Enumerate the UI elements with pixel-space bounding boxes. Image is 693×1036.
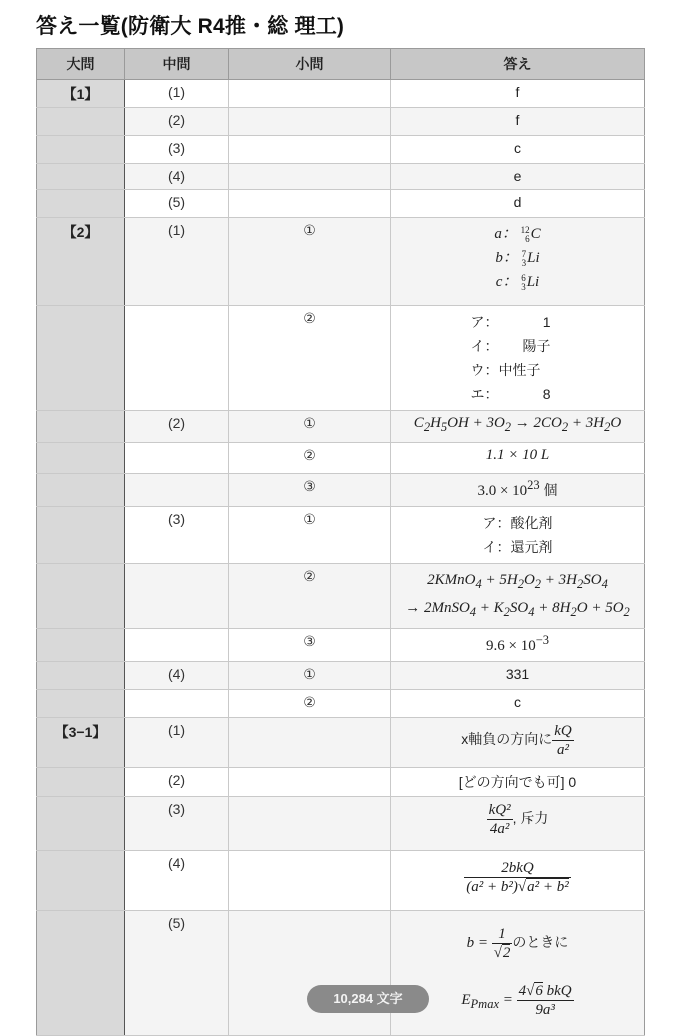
answer-cell: [どの方向でも可] 0 bbox=[391, 768, 645, 797]
answer-cell: 331 bbox=[391, 662, 645, 690]
part-label: (2) bbox=[125, 411, 229, 443]
part-label: (1) bbox=[125, 218, 229, 306]
question-cell bbox=[37, 507, 125, 564]
question-cell bbox=[37, 443, 125, 474]
header-daimon: 大問 bbox=[37, 49, 125, 80]
subpart-label: ② bbox=[229, 443, 391, 474]
part-label: (2) bbox=[125, 768, 229, 797]
answer-cell: c bbox=[391, 136, 645, 164]
table-row bbox=[37, 629, 645, 662]
question-label: 【1】 bbox=[37, 80, 125, 108]
subpart-cell bbox=[229, 80, 391, 108]
question-cell bbox=[37, 136, 125, 164]
subpart-label: ① bbox=[229, 218, 391, 306]
question-cell bbox=[37, 629, 125, 662]
subpart-cell bbox=[229, 108, 391, 136]
question-cell bbox=[37, 564, 125, 629]
part-label: (4) bbox=[125, 851, 229, 911]
part-label: (5) bbox=[125, 190, 229, 218]
subpart-cell bbox=[229, 164, 391, 190]
part-cell bbox=[125, 690, 229, 718]
question-label: 【2】 bbox=[37, 218, 125, 306]
subpart-cell bbox=[229, 768, 391, 797]
table-row bbox=[37, 768, 645, 797]
answer-cell: 2KMnO$_4$ + $5H_2O_2 + 3H_2SO_4$ → 2MnSO$_4$ + $K_2SO_4 + 8H_2O + 5O_2$ bbox=[391, 564, 645, 629]
subpart-cell bbox=[229, 797, 391, 851]
table-row bbox=[37, 218, 645, 306]
part-cell bbox=[125, 564, 229, 629]
subpart-label: ② bbox=[229, 690, 391, 718]
question-cell bbox=[37, 690, 125, 718]
answer-cell: d bbox=[391, 190, 645, 218]
part-label: (2) bbox=[125, 108, 229, 136]
table-row bbox=[37, 662, 645, 690]
isotope-b: b： 7 3 Li bbox=[495, 248, 540, 268]
question-cell bbox=[37, 474, 125, 507]
header-shomon: 小問 bbox=[229, 49, 391, 80]
table-row bbox=[37, 108, 645, 136]
table-row bbox=[37, 136, 645, 164]
answer-cell bbox=[391, 218, 645, 306]
subpart-label: ① bbox=[229, 411, 391, 443]
answer-table bbox=[36, 48, 645, 1036]
question-label: 【3−1】 bbox=[37, 718, 125, 768]
part-cell bbox=[125, 443, 229, 474]
page-title: 答え一覧(防衛大 R4推・総 理工) bbox=[36, 15, 345, 38]
table-row bbox=[37, 190, 645, 218]
answer-cell: $3.0 \times 10^{23}$ 個 bbox=[391, 474, 645, 507]
part-label: (3) bbox=[125, 797, 229, 851]
part-cell bbox=[125, 474, 229, 507]
answer-cell: f bbox=[391, 108, 645, 136]
isotope-c: c： 6 3 Li bbox=[495, 272, 540, 292]
part-label: (3) bbox=[125, 507, 229, 564]
question-cell bbox=[37, 768, 125, 797]
table-row bbox=[37, 911, 645, 1036]
part-label: (1) bbox=[125, 80, 229, 108]
part-cell bbox=[125, 629, 229, 662]
header-chumon: 中問 bbox=[125, 49, 229, 80]
answer-cell: e bbox=[391, 164, 645, 190]
question-cell bbox=[37, 797, 125, 851]
question-cell bbox=[37, 851, 125, 911]
subpart-label: ① bbox=[229, 662, 391, 690]
question-cell bbox=[37, 190, 125, 218]
answer-cell: b = $\frac{1}{√2}$ のときに $E_{Pmax}$ = $\frac{\text{4√6 bkQ}}{\text{9a³}}$ bbox=[391, 911, 645, 1036]
subpart-cell bbox=[229, 851, 391, 911]
question-cell bbox=[37, 411, 125, 443]
question-cell bbox=[37, 911, 125, 1036]
answer-cell: x軸負の方向に $\frac{kQ}{\text{a²}}$ bbox=[391, 718, 645, 768]
part-cell bbox=[125, 306, 229, 411]
character-count-badge: 10,284 文字 bbox=[307, 985, 429, 1013]
answer-cell: c bbox=[391, 690, 645, 718]
header-answer: 答え bbox=[391, 49, 645, 80]
isotope-a: a： 12 6 C bbox=[494, 224, 541, 244]
table-row bbox=[37, 164, 645, 190]
table-row bbox=[37, 411, 645, 443]
subpart-cell bbox=[229, 136, 391, 164]
table-header-row bbox=[37, 49, 645, 80]
question-cell bbox=[37, 164, 125, 190]
table-row bbox=[37, 474, 645, 507]
answer-cell: f bbox=[391, 80, 645, 108]
part-label: (5) bbox=[125, 911, 229, 1036]
answer-cell: $9.6 \times 10^{-3}$ bbox=[391, 629, 645, 662]
table-row bbox=[37, 443, 645, 474]
answer-cell: 1.1 × 10 L bbox=[391, 443, 645, 474]
subpart-label: ③ bbox=[229, 629, 391, 662]
table-row bbox=[37, 507, 645, 564]
question-cell bbox=[37, 108, 125, 136]
answer-cell: $\frac{\text{2bkQ}}{\text{(a² + b²)√a² + b²}}$ bbox=[391, 851, 645, 911]
question-cell bbox=[37, 306, 125, 411]
part-label: (1) bbox=[125, 718, 229, 768]
subpart-label: ② bbox=[229, 306, 391, 411]
subpart-label: ③ bbox=[229, 474, 391, 507]
table-row bbox=[37, 851, 645, 911]
answer-cell: $C_2H_5OH + 3O_2 \to 2CO_2 + 3H_2O$ bbox=[391, 411, 645, 443]
answer-cell: $\frac{\text{kQ²}}{\text{4a²}}$ , 斥力 bbox=[391, 797, 645, 851]
table-row bbox=[37, 80, 645, 108]
answer-cell: ア： 1 イ： 陽子 ウ：中性子 エ： 8 bbox=[391, 306, 645, 411]
table-row bbox=[37, 797, 645, 851]
subpart-cell bbox=[229, 911, 391, 1036]
table-row bbox=[37, 564, 645, 629]
table-row bbox=[37, 306, 645, 411]
table-row bbox=[37, 690, 645, 718]
subpart-label: ② bbox=[229, 564, 391, 629]
part-label: (3) bbox=[125, 136, 229, 164]
subpart-cell bbox=[229, 190, 391, 218]
part-label: (4) bbox=[125, 164, 229, 190]
subpart-cell bbox=[229, 718, 391, 768]
part-label: (4) bbox=[125, 662, 229, 690]
question-cell bbox=[37, 662, 125, 690]
answer-cell: ア：酸化剤 イ：還元剤 bbox=[391, 507, 645, 564]
table-row bbox=[37, 718, 645, 768]
subpart-label: ① bbox=[229, 507, 391, 564]
